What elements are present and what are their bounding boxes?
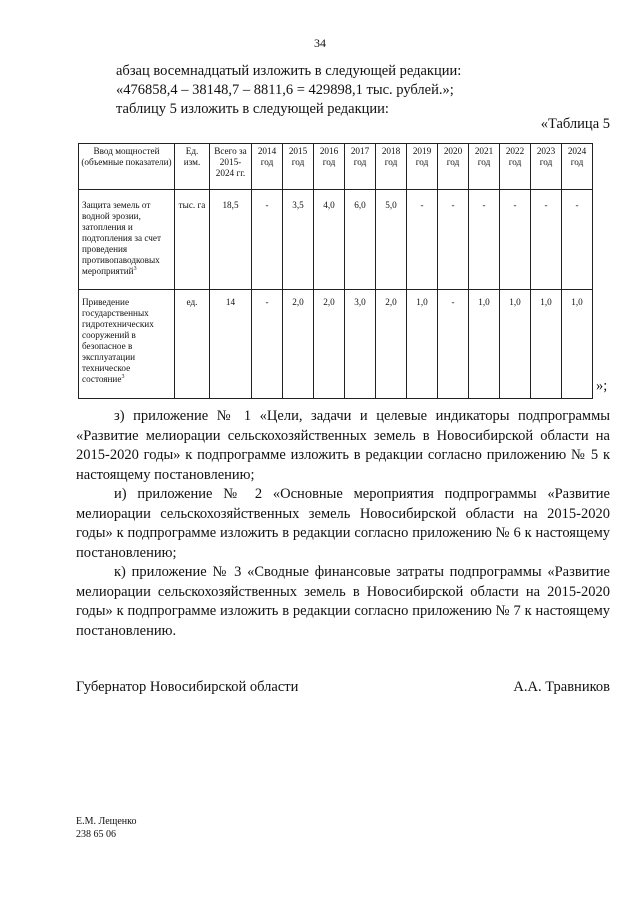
header-cell: 2020 год — [438, 144, 469, 190]
amendments-body — [76, 407, 610, 641]
paragraph: и) приложение № 2 «Основные мероприятия подпрограммы «Развитие мелиорации сельскохозяйственных земель Новосибирской области на 2015-2020 годы» к подпрограмме изложить в редакции согласно приложению № 6 к настоящему постановлению; — [76, 486, 610, 561]
header-cell: 2022 год — [500, 144, 531, 190]
table-cell: 18,5 — [210, 190, 252, 290]
table-cell: - — [438, 190, 469, 290]
table-cell: 5,0 — [376, 190, 407, 290]
header-cell: 2023 год — [531, 144, 562, 190]
header-cell: Ед. изм. — [175, 144, 210, 190]
header-cell: 2014 год — [252, 144, 283, 190]
author-phone: 238 65 06 — [76, 829, 116, 840]
table-5 — [78, 143, 593, 399]
footnote-mark: 3 — [133, 265, 137, 272]
header-cell: Ввод мощностей (объемные показатели) — [79, 144, 175, 190]
signatory-name: А.А. Травников — [513, 679, 610, 695]
table-cell: 1,0 — [500, 290, 531, 399]
author-name: Е.М. Лещенко — [76, 816, 137, 827]
signatory-position: Губернатор Новосибирской области — [76, 679, 299, 695]
intro-block — [116, 62, 610, 119]
table-cell: - — [562, 190, 593, 290]
intro-line: абзац восемнадцатый изложить в следующей редакции: — [116, 63, 462, 79]
signature-block — [76, 679, 610, 696]
intro-line: «476858,4 – 38148,7 – 8811,6 = 429898,1 тыс. рублей.»; — [116, 82, 454, 98]
table-cell: - — [500, 190, 531, 290]
table-cell: тыс. га — [175, 190, 210, 290]
header-cell: Всего за 2015-2024 гг. — [210, 144, 252, 190]
table-cell: - — [531, 190, 562, 290]
header-cell: 2015 год — [283, 144, 314, 190]
table-cell: 3,5 — [283, 190, 314, 290]
table-cell: 3,0 — [345, 290, 376, 399]
header-cell: 2021 год — [469, 144, 500, 190]
table-cell: 1,0 — [469, 290, 500, 399]
header-cell: 2024 год — [562, 144, 593, 190]
footnote-mark: 3 — [121, 373, 125, 380]
table-cell: 2,0 — [283, 290, 314, 399]
table-cell: - — [252, 190, 283, 290]
paragraph: к) приложение № 3 «Сводные финансовые затраты подпрограммы «Развитие мелиорации сельскохозяйственных земель в Новосибирской области на 2015-2020 годы» к подпрограмме изложить в редакции согласно приложению № 7 к настоящему постановлению. — [76, 564, 610, 639]
row-name: Защита земель от водной эрозии, затопления и подтопления за счет проведения противопаводковых мероприятий — [82, 200, 161, 276]
row-name-cell — [79, 290, 175, 399]
header-cell: 2017 год — [345, 144, 376, 190]
table-cell: 2,0 — [314, 290, 345, 399]
table-caption: «Таблица 5 — [540, 116, 610, 132]
table-cell: - — [469, 190, 500, 290]
page-number: 34 — [314, 36, 326, 50]
paragraph: з) приложение № 1 «Цели, задачи и целевые индикаторы подпрограммы «Развитие мелиорации сельскохозяйственных земель в Новосибирской области на 2015-2020 годы» к подпрограмме изложить в редакции согласно приложению № 5 к настоящему постановлению; — [76, 408, 610, 483]
table-header-row — [79, 144, 593, 190]
table-cell: - — [438, 290, 469, 399]
table-cell: - — [407, 190, 438, 290]
table-cell: ед. — [175, 290, 210, 399]
table-cell: 1,0 — [531, 290, 562, 399]
table-cell: 1,0 — [562, 290, 593, 399]
table-row — [79, 190, 593, 290]
intro-line: таблицу 5 изложить в следующей редакции: — [116, 101, 389, 117]
table-cell: 4,0 — [314, 190, 345, 290]
table-cell: 2,0 — [376, 290, 407, 399]
table-cell: 14 — [210, 290, 252, 399]
header-cell: 2016 год — [314, 144, 345, 190]
table-closing-quote: »; — [596, 378, 608, 394]
row-name-cell — [79, 190, 175, 290]
header-cell: 2018 год — [376, 144, 407, 190]
table-cell: 1,0 — [407, 290, 438, 399]
table-row — [79, 290, 593, 399]
table-cell: 6,0 — [345, 190, 376, 290]
table-cell: - — [252, 290, 283, 399]
header-cell: 2019 год — [407, 144, 438, 190]
row-name: Приведение государственных гидротехнических сооружений в безопасное в эксплуатации техническое состояние — [82, 297, 154, 384]
footer — [76, 815, 137, 841]
